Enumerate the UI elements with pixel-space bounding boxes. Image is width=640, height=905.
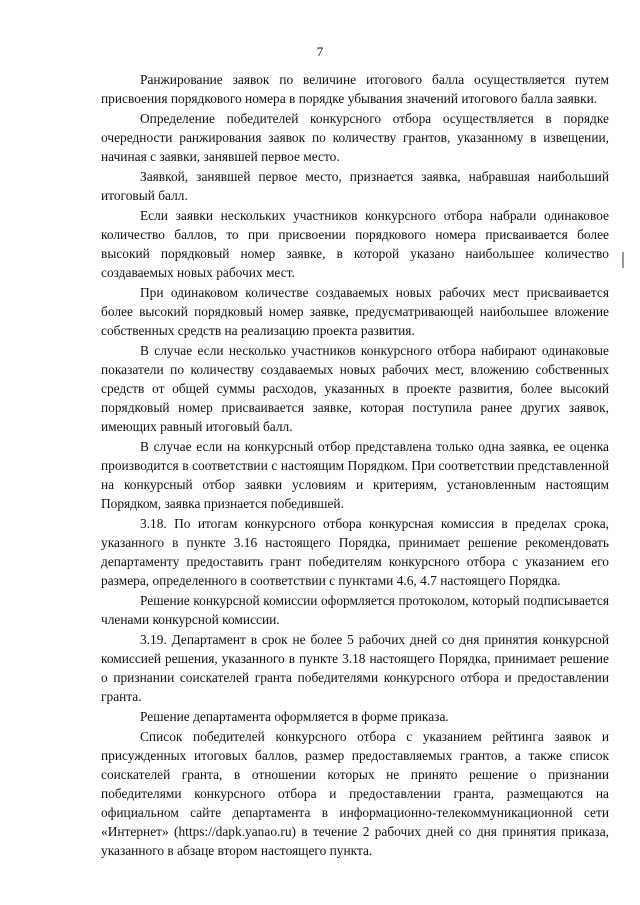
paragraph-department-order: Решение департамента оформляется в форме приказа. bbox=[140, 709, 449, 724]
page-number: 7 bbox=[316, 44, 324, 59]
paragraph-equal-scores: Если заявки нескольких участников конкурсного отбора набрали одинаковое количество баллов, то при присвоении порядкового номера присваивается более высокий порядковый номер заявке, в которой указано наибольшее количество создаваемых новых рабочих мест. bbox=[101, 208, 609, 280]
paragraph-winners-determination: Определение победителей конкурсного отбора осуществляется в порядке очередности ранжирования заявок по количеству грантов, указанному в извещении, начиная с заявки, занявшей первое место. bbox=[101, 111, 609, 164]
paragraph-equal-jobs: При одинаковом количестве создаваемых новых рабочих мест присваивается более высокий порядковый номер заявке, предусматривающей наибольшее вложение собственных средств на реализацию проекта развития. bbox=[101, 285, 609, 338]
paragraph-3-18: 3.18. По итогам конкурсного отбора конкурсная комиссия в пределах срока, указанного в пункте 3.16 настоящего Порядка, принимает решение рекомендовать департаменту предоставить грант победителям конкурсного отбора с указанием его размера, определенного в соответствии с пунктами 4.6, 4.7 настоящего Порядка. bbox=[101, 516, 609, 588]
paragraph-first-place: Заявкой, занявшей первое место, признается заявка, набравшая наибольший итоговый балл. bbox=[101, 169, 609, 203]
paragraph-ranking: Ранжирование заявок по величине итогового балла осуществляется путем присвоения порядкового номера в порядке убывания значений итогового балла заявки. bbox=[101, 72, 609, 106]
paragraph-winners-list: Список победителей конкурсного отбора с указанием рейтинга заявок и присужденных итоговых баллов, размер предоставляемых грантов, а также список соискателей гранта, в отношении которых не принято решение о признании победителями конкурсного отбора и предоставлении гранта, размещаются на официальном сайте департамента в информационно-телекоммуникационной сети «Интернет» (https://dapk.yanao.ru) в течение 2 рабочих дней со дня принятия приказа, указанного в абзаце втором настоящего пункта. bbox=[101, 729, 609, 858]
paragraph-equal-indicators: В случае если несколько участников конкурсного отбора набирают одинаковые показатели по количеству создаваемых новых рабочих мест, вложению собственных средств от общей суммы расходов, указанных в проекте развития, более высокий порядковый номер присваивается заявке, которая поступила ранее других заявок, имеющих равный итоговый балл. bbox=[101, 343, 609, 434]
document-body bbox=[101, 70, 609, 860]
paragraph-3-19: 3.19. Департамент в срок не более 5 рабочих дней со дня принятия конкурсной комиссией решения, указанного в пункте 3.18 настоящего Порядка, принимает решение о признании соискателей гранта победителями конкурсного отбора и предоставлении гранта. bbox=[101, 632, 609, 704]
paragraph-single-application: В случае если на конкурсный отбор представлена только одна заявка, ее оценка производится в соответствии с настоящим Порядком. При соответствии представленной на конкурсный отбор заявки условиям и критериям, установленным настоящим Порядком, заявка признается победившей. bbox=[101, 439, 609, 511]
scan-margin-mark bbox=[622, 252, 624, 268]
paragraph-commission-protocol: Решение конкурсной комиссии оформляется протоколом, который подписывается членами конкурсной комиссии. bbox=[101, 593, 609, 627]
